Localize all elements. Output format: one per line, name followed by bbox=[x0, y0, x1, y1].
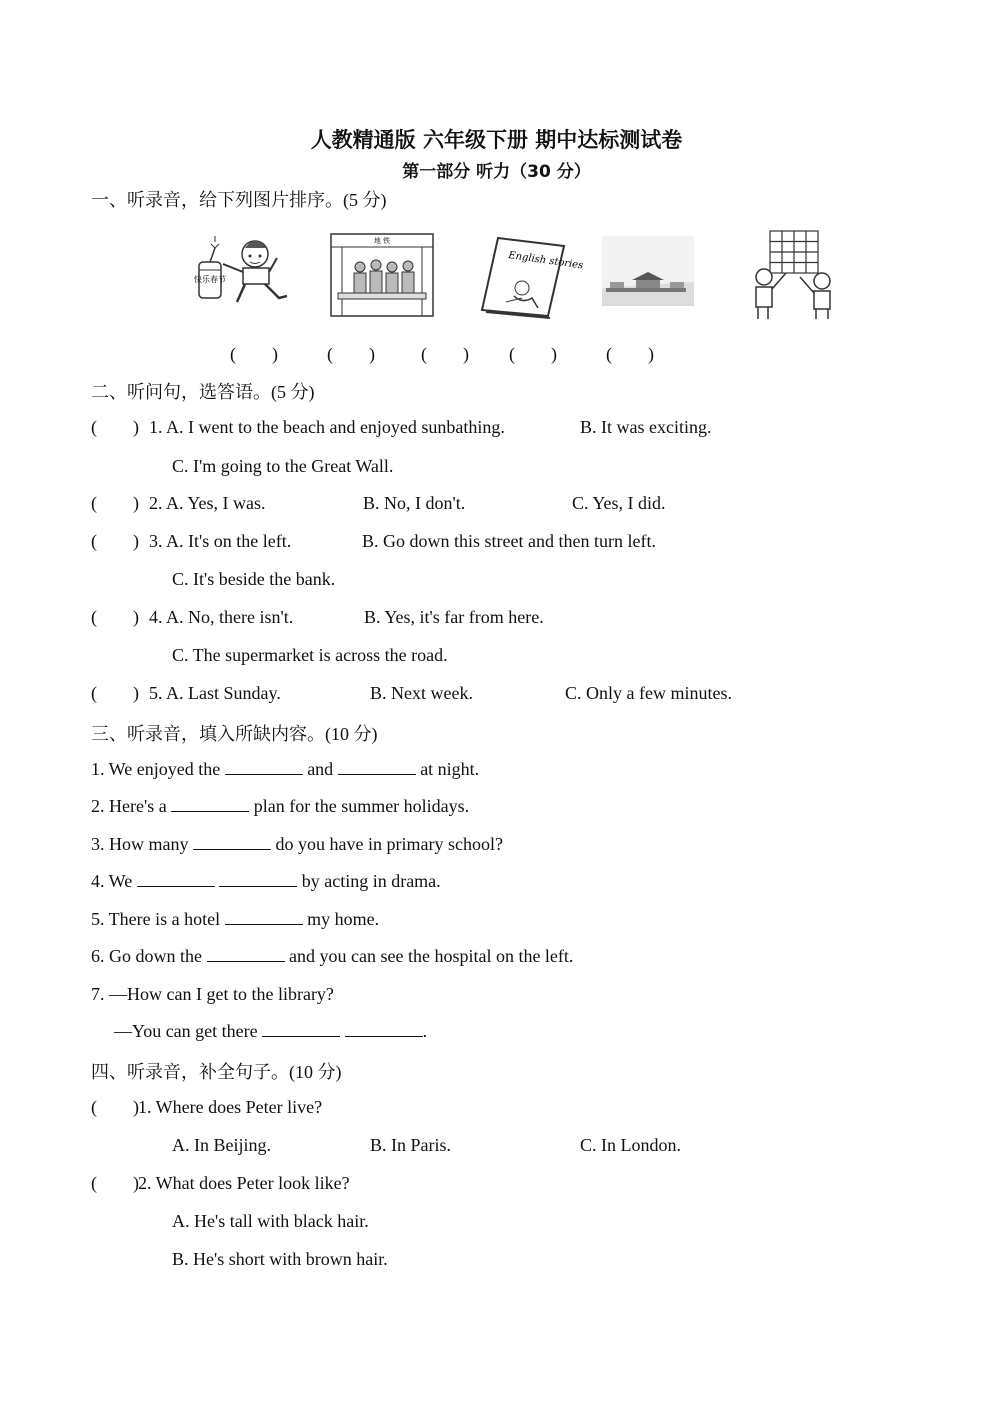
fill-3-text-a: 3. How many bbox=[91, 834, 189, 854]
fill-1-text-b: and bbox=[307, 759, 334, 779]
section-1-heading: 一、听录音，给下列图片排序。(5 分) bbox=[91, 190, 387, 210]
answer-slot-2[interactable]: ( ) bbox=[327, 344, 375, 364]
fill-6-text-b: and you can see the hospital on the left. bbox=[289, 946, 574, 966]
q2-5-option-c: C. Only a few minutes. bbox=[565, 683, 732, 703]
answer-slot-1[interactable]: ( ) bbox=[230, 344, 278, 364]
great-wall-landscape-icon bbox=[602, 236, 694, 306]
fill-line-7-question: 7. —How can I get to the library? bbox=[91, 984, 334, 1004]
boy-firecracker-icon bbox=[193, 234, 295, 306]
q4-1-option-b: B. In Paris. bbox=[370, 1135, 451, 1155]
answer-paren-2-2[interactable]: ( ) bbox=[91, 493, 139, 513]
fill-6-text-a: 6. Go down the bbox=[91, 946, 202, 966]
subway-caption: 地 铁 bbox=[373, 237, 391, 245]
fill-line-6 bbox=[91, 945, 573, 967]
q2-5-option-b: B. Next week. bbox=[370, 683, 473, 703]
blank-3[interactable] bbox=[193, 833, 271, 850]
answer-paren-2-5[interactable]: ( ) bbox=[91, 683, 139, 703]
fill-2-text-a: 2. Here's a bbox=[91, 796, 167, 816]
q2-3-option-c: C. It's beside the bank. bbox=[172, 569, 336, 589]
answer-slot-4[interactable]: ( ) bbox=[509, 344, 557, 364]
blank-4b[interactable] bbox=[219, 870, 297, 887]
answer-paren-2-4[interactable]: ( ) bbox=[91, 607, 139, 627]
section-3-heading: 三、听录音，填入所缺内容。(10 分) bbox=[91, 724, 378, 744]
subway-train-icon bbox=[330, 233, 434, 317]
fill-line-3 bbox=[91, 833, 503, 855]
page-title: 人教精通版 六年级下册 期中达标测试卷 bbox=[310, 128, 683, 152]
fill-line-1 bbox=[91, 758, 479, 780]
q2-1-option-b: B. It was exciting. bbox=[580, 417, 712, 437]
fill-3-text-b: do you have in primary school? bbox=[275, 834, 503, 854]
answer-slot-3[interactable]: ( ) bbox=[421, 344, 469, 364]
page-subtitle: 第一部分 听力（30 分） bbox=[402, 162, 591, 182]
fill-7-end: . bbox=[422, 1021, 428, 1041]
q4-1-question: 1. Where does Peter live? bbox=[138, 1097, 323, 1117]
fill-2-text-b: plan for the summer holidays. bbox=[253, 796, 470, 816]
answer-slot-5[interactable]: ( ) bbox=[606, 344, 654, 364]
q4-2-question: 2. What does Peter look like? bbox=[138, 1173, 350, 1193]
q2-4-option-a: 4. A. No, there isn't. bbox=[149, 607, 294, 627]
q2-3-option-b: B. Go down this street and then turn left. bbox=[362, 531, 656, 551]
fill-1-text-c: at night. bbox=[420, 759, 480, 779]
section-2-heading: 二、听问句，选答语。(5 分) bbox=[91, 382, 315, 402]
book-caption: English stories bbox=[507, 250, 584, 272]
q2-4-option-c: C. The supermarket is across the road. bbox=[172, 645, 448, 665]
fill-1-text-a: 1. We enjoyed the bbox=[91, 759, 221, 779]
blank-1a[interactable] bbox=[225, 758, 303, 775]
blank-4a[interactable] bbox=[137, 870, 215, 887]
fill-5-text-b: my home. bbox=[307, 909, 380, 929]
q2-2-option-a: 2. A. Yes, I was. bbox=[149, 493, 266, 513]
fill-line-5 bbox=[91, 908, 379, 930]
blank-7b[interactable] bbox=[345, 1020, 423, 1037]
blank-1b[interactable] bbox=[338, 758, 416, 775]
blank-2[interactable] bbox=[171, 795, 249, 812]
kids-at-board-icon bbox=[750, 229, 838, 321]
fill-5-text-a: 5. There is a hotel bbox=[91, 909, 221, 929]
q2-4-option-b: B. Yes, it's far from here. bbox=[364, 607, 544, 627]
section-4-heading: 四、听录音，补全句子。(10 分) bbox=[91, 1062, 342, 1082]
firecracker-caption-1: 快乐春节 bbox=[194, 275, 226, 284]
q2-2-option-b: B. No, I don't. bbox=[363, 493, 466, 513]
q4-1-option-a: A. In Beijing. bbox=[172, 1135, 271, 1155]
fill-line-7-answer bbox=[114, 1020, 427, 1042]
q4-1-option-c: C. In London. bbox=[580, 1135, 681, 1155]
answer-paren-4-1[interactable]: ( ) bbox=[91, 1097, 139, 1117]
answer-paren-4-2[interactable]: ( ) bbox=[91, 1173, 139, 1193]
q2-1-option-c: C. I'm going to the Great Wall. bbox=[172, 456, 394, 476]
fill-4-text-b: by acting in drama. bbox=[301, 871, 441, 891]
answer-paren-2-3[interactable]: ( ) bbox=[91, 531, 139, 551]
q2-3-option-a: 3. A. It's on the left. bbox=[149, 531, 292, 551]
q2-1-option-a: 1. A. I went to the beach and enjoyed sunbathing. bbox=[149, 417, 505, 437]
fill-7-text-a: —You can get there bbox=[114, 1021, 258, 1041]
english-book-icon bbox=[478, 232, 584, 318]
q2-2-option-c: C. Yes, I did. bbox=[572, 493, 666, 513]
blank-5[interactable] bbox=[225, 908, 303, 925]
q2-5-option-a: 5. A. Last Sunday. bbox=[149, 683, 281, 703]
blank-6[interactable] bbox=[207, 945, 285, 962]
fill-line-2 bbox=[91, 795, 469, 817]
answer-paren-2-1[interactable]: ( ) bbox=[91, 417, 139, 437]
blank-7a[interactable] bbox=[262, 1020, 340, 1037]
fill-line-4 bbox=[91, 870, 441, 892]
q4-2-option-b: B. He's short with brown hair. bbox=[172, 1249, 388, 1269]
q4-2-option-a: A. He's tall with black hair. bbox=[172, 1211, 369, 1231]
fill-4-text-a: 4. We bbox=[91, 871, 133, 891]
